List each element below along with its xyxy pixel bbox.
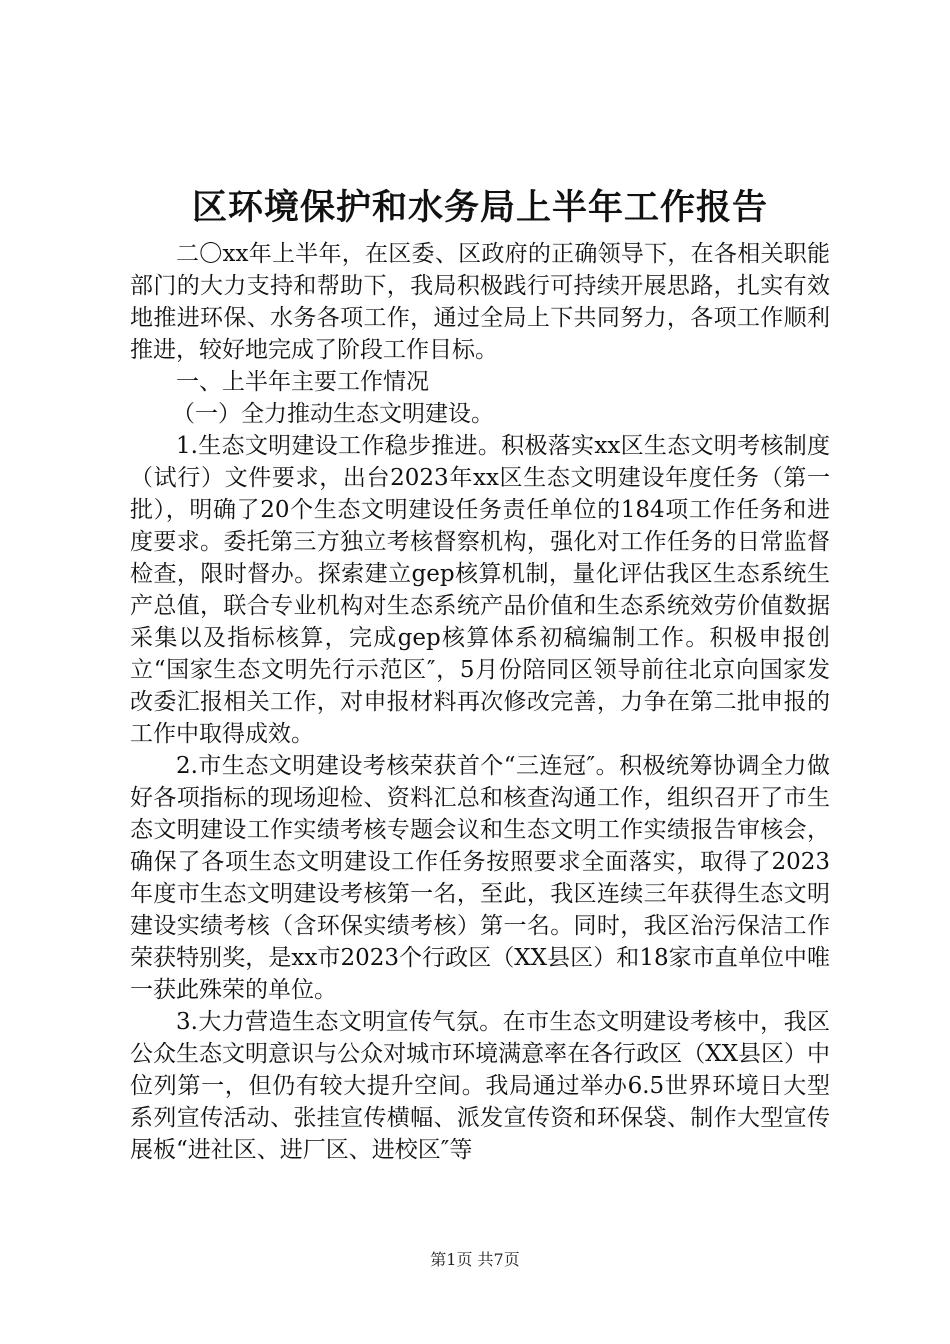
intro-paragraph: 二〇xx年上半年，在区委、区政府的正确领导下，在各相关职能部门的大力支持和帮助下，我局积极践行可持续开展思路，扎实有效地推进环保、水务各项工作，通过全局上下共同努力，各项工作顺利推进，较好地完成了阶段工作目标。 [130, 241, 830, 363]
document-page [130, 180, 830, 1166]
item-paragraph-1: 1.生态文明建设工作稳步推进。积极落实xx区生态文明考核制度（试行）文件要求，出台2023年xx区生态文明建设年度任务（第一批），明确了20个生态文明建设任务责任单位的184项工作任务和进度要求。委托第三方独立考核督察机构，强化对工作任务的日常监督检查，限时督办。探索建立gep核算机制，量化评估我区生态系统生产总值，联合专业机构对生态系统产品价值和生态系统效劳价值数据采集以及指标核算，完成gep核算体系初稿编制工作。积极申报创立“国家生态文明先行示范区″，5月份陪同区领导前往北京向国家发改委汇报相关工作，对申报材料再次修改完善，力争在第二批申报的工作中取得成效。 [130, 433, 830, 747]
section-heading: 一、上半年主要工作情况 [176, 369, 429, 395]
subsection-heading: （一）全力推动生态文明建设。 [172, 401, 494, 427]
item-paragraph-2: 2.市生态文明建设考核荣获首个“三连冠″。积极统筹协调全力做好各项指标的现场迎检、资料汇总和核查沟通工作，组织召开了市生态文明建设工作实绩考核专题会议和生态文明工作实绩报告审核会，确保了各项生态文明建设工作任务按照要求全面落实，取得了2023年度市生态文明建设考核第一名，至此，我区连续三年获得生态文明建设实绩考核（含环保实绩考核）第一名。同时，我区治污保洁工作荣获特别奖，是xx市2023个行政区（XX县区）和18家市直单位中唯一获此殊荣的单位。 [130, 753, 830, 1003]
item-paragraph-3: 3.大力营造生态文明宣传气氛。在市生态文明建设考核中，我区公众生态文明意识与公众对城市环境满意率在各行政区（XX县区）中位列第一，但仍有较大提升空间。我局通过举办6.5世界环境日大型系列宣传活动、张挂宣传横幅、派发宣传资和环保袋、制作大型宣传展板“进社区、进厂区、进校区″等 [130, 1009, 830, 1163]
page-number-footer: 第1页 共7页 [430, 1250, 520, 1269]
document-title: 区环境保护和水务局上半年工作报告 [191, 187, 768, 228]
